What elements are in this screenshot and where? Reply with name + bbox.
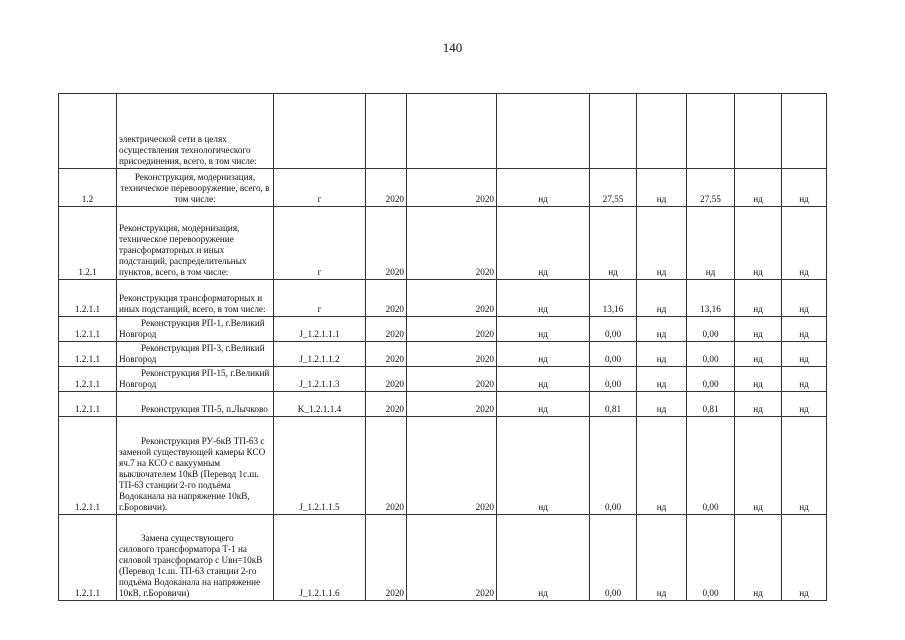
row-value-6: нд (782, 515, 827, 601)
row-number: 1.2.1 (59, 207, 117, 280)
row-value-1: нд (497, 317, 590, 342)
row-code: г (274, 207, 366, 280)
row-code (274, 94, 366, 169)
row-value-3: нд (637, 392, 687, 417)
row-value-4: 0,00 (687, 515, 735, 601)
row-year-end (407, 94, 497, 169)
row-value-4: нд (687, 207, 735, 280)
row-value-4: 0,81 (687, 392, 735, 417)
table-row (59, 207, 827, 280)
row-value-4 (687, 94, 735, 169)
row-value-2: 13,16 (590, 280, 637, 317)
row-code: J_1.2.1.1.1 (274, 317, 366, 342)
row-value-2: 0,00 (590, 515, 637, 601)
row-value-2: 27,55 (590, 169, 637, 207)
row-value-3: нд (637, 280, 687, 317)
row-year-end: 2020 (407, 417, 497, 515)
row-value-2 (590, 94, 637, 169)
row-value-2: 0,00 (590, 417, 637, 515)
row-year-start: 2020 (366, 515, 407, 601)
row-value-3 (637, 94, 687, 169)
row-value-4: 27,55 (687, 169, 735, 207)
row-year-start: 2020 (366, 207, 407, 280)
row-value-4: 13,16 (687, 280, 735, 317)
row-value-3: нд (637, 367, 687, 392)
row-year-start: 2020 (366, 392, 407, 417)
row-year-start: 2020 (366, 280, 407, 317)
row-value-5: нд (735, 342, 782, 367)
row-value-1: нд (497, 515, 590, 601)
row-number: 1.2.1.1 (59, 367, 117, 392)
table-row (59, 367, 827, 392)
row-value-6: нд (782, 207, 827, 280)
table-row (59, 169, 827, 207)
row-year-end: 2020 (407, 342, 497, 367)
row-number: 1.2.1.1 (59, 342, 117, 367)
row-value-3: нд (637, 417, 687, 515)
row-value-6: нд (782, 169, 827, 207)
row-name: Реконструкция трансформаторных и иных подстанций, всего, в том числе: (117, 280, 274, 317)
table-row (59, 417, 827, 515)
row-year-end: 2020 (407, 169, 497, 207)
row-value-1: нд (497, 280, 590, 317)
table-row (59, 317, 827, 342)
row-code: г (274, 169, 366, 207)
row-year-end: 2020 (407, 392, 497, 417)
table-row (59, 342, 827, 367)
row-value-4: 0,00 (687, 342, 735, 367)
row-value-3: нд (637, 169, 687, 207)
row-year-end: 2020 (407, 317, 497, 342)
row-year-start: 2020 (366, 367, 407, 392)
row-value-6: нд (782, 342, 827, 367)
row-value-1: нд (497, 342, 590, 367)
row-code: J_1.2.1.1.3 (274, 367, 366, 392)
row-number: 1.2.1.1 (59, 417, 117, 515)
row-year-end: 2020 (407, 515, 497, 601)
row-value-2: 0,00 (590, 367, 637, 392)
row-number (59, 94, 117, 169)
row-value-5: нд (735, 317, 782, 342)
row-value-1: нд (497, 367, 590, 392)
row-year-end: 2020 (407, 367, 497, 392)
row-value-5: нд (735, 392, 782, 417)
table-row (59, 94, 827, 169)
row-year-end: 2020 (407, 280, 497, 317)
row-name: электрической сети в целях осуществления технологического присоединения, всего, в том числе: (117, 94, 274, 169)
row-value-5: нд (735, 207, 782, 280)
row-value-4: 0,00 (687, 367, 735, 392)
row-value-5: нд (735, 367, 782, 392)
row-value-1: нд (497, 169, 590, 207)
row-value-3: нд (637, 317, 687, 342)
row-name: Реконструкция ТП-5, п.Лычково (117, 392, 274, 417)
table-row (59, 280, 827, 317)
row-number: 1.2.1.1 (59, 317, 117, 342)
row-value-4: 0,00 (687, 417, 735, 515)
row-value-6: нд (782, 317, 827, 342)
row-year-start: 2020 (366, 342, 407, 367)
row-name: Реконструкция РУ-6кВ ТП-63 с заменой существующей камеры КСО яч.7 на КСО с вакуумным выключателем 10кВ (Перевод 1с.ш. ТП-63 станции 2-го подъёма Водоканала на напряжение 10кВ, г.Боровичи). (117, 417, 274, 515)
row-code: J_1.2.1.1.5 (274, 417, 366, 515)
row-name: Реконструкция, модернизация, техническое перевооружение трансформаторных и иных подстанций, распределительных пунктов, всего, в том числе: (117, 207, 274, 280)
row-code: K_1.2.1.1.4 (274, 392, 366, 417)
row-year-start (366, 94, 407, 169)
row-value-2: нд (590, 207, 637, 280)
row-value-5: нд (735, 515, 782, 601)
row-number: 1.2.1.1 (59, 280, 117, 317)
table-row (59, 515, 827, 601)
row-value-5 (735, 94, 782, 169)
row-value-6: нд (782, 367, 827, 392)
row-value-1: нд (497, 392, 590, 417)
table-row (59, 392, 827, 417)
row-value-2: 0,81 (590, 392, 637, 417)
row-value-6: нд (782, 392, 827, 417)
row-value-1: нд (497, 207, 590, 280)
page-number: 140 (442, 40, 463, 55)
row-year-start: 2020 (366, 317, 407, 342)
row-name: Реконструкция, модернизация, техническое перевооружение, всего, в том числе: (117, 169, 274, 207)
row-year-start: 2020 (366, 169, 407, 207)
row-value-5: нд (735, 280, 782, 317)
row-name: Реконструкция РП-3, г.Великий Новгород (117, 342, 274, 367)
row-name: Замена существующего силового трансформатора Т-1 на силовой трансформатор с Uвн=10кВ (Перевод 1с.ш. ТП-63 станции 2-го подъёма Водоканала на напряжение 10кВ, г.Боровичи) (117, 515, 274, 601)
row-value-6: нд (782, 280, 827, 317)
row-year-start: 2020 (366, 417, 407, 515)
row-code: г (274, 280, 366, 317)
row-value-3: нд (637, 515, 687, 601)
row-value-6 (782, 94, 827, 169)
row-year-end: 2020 (407, 207, 497, 280)
row-name: Реконструкция РП-1, г.Великий Новгород (117, 317, 274, 342)
row-number: 1.2.1.1 (59, 515, 117, 601)
row-value-2: 0,00 (590, 342, 637, 367)
data-table (58, 93, 827, 601)
row-name: Реконструкция РП-15, г.Великий Новгород (117, 367, 274, 392)
row-value-2: 0,00 (590, 317, 637, 342)
row-value-6: нд (782, 417, 827, 515)
row-value-1 (497, 94, 590, 169)
row-number: 1.2 (59, 169, 117, 207)
row-value-1: нд (497, 417, 590, 515)
row-value-3: нд (637, 207, 687, 280)
row-number: 1.2.1.1 (59, 392, 117, 417)
row-value-4: 0,00 (687, 317, 735, 342)
row-value-5: нд (735, 417, 782, 515)
row-value-3: нд (637, 342, 687, 367)
row-code: J_1.2.1.1.6 (274, 515, 366, 601)
row-value-5: нд (735, 169, 782, 207)
row-code: J_1.2.1.1.2 (274, 342, 366, 367)
